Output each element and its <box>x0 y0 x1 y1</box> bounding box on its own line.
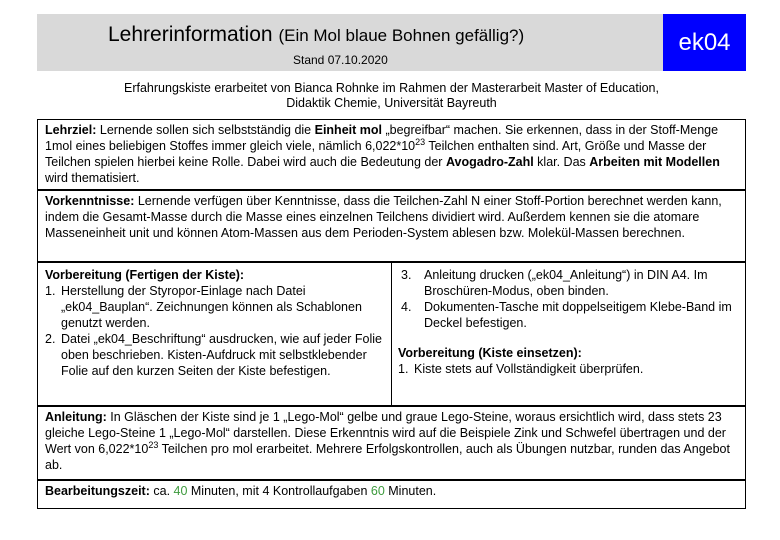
vorkenntnisse-label: Vorkenntnisse: <box>45 194 135 208</box>
list-item <box>45 283 390 331</box>
duration-value-40: 40 <box>173 484 188 498</box>
credits <box>37 81 746 111</box>
list-item <box>398 299 738 331</box>
list-item-text: Dokumenten-Tasche mit doppelseitigem Klebe-Band im Deckel befestigen. <box>424 300 732 330</box>
date-stamp: Stand 07.10.2020 <box>293 53 388 67</box>
list-item-text: Kiste stets auf Vollständigkeit überprüfen. <box>414 362 644 376</box>
list-item-number: 2. <box>45 332 56 346</box>
lernziel-text-2: „begreifbar“ machen. Sie erkennen, dass in der Stoff-Menge 1mol eines beliebigen Stoffes immer gleich viele, nämlich 6,022*10 <box>45 123 719 153</box>
bearbeitungszeit-text-2: Minuten, mit 4 Kontrollaufgaben <box>187 484 371 498</box>
column-divider <box>391 263 392 406</box>
lernziel-text-3: Teilchen enthalten sind. Art, Größe und Masse der Teilchen spielen hierbei keine Rolle. Dabei wird auch die Bedeutung der <box>45 139 707 169</box>
credits-line-1: Erfahrungskiste erarbeitet von Bianca Rohnke im Rahmen der Masterarbeit Master of Education, <box>124 81 659 95</box>
lernziel-section <box>37 119 746 190</box>
list-item <box>398 267 738 299</box>
page-title <box>108 23 524 47</box>
title-subtitle: (Ein Mol blaue Bohnen gefällig?) <box>278 26 525 45</box>
code-badge <box>663 14 746 71</box>
title-main: Lehrerinformation <box>108 23 273 46</box>
list-item-number: 3. <box>401 268 412 282</box>
list-item <box>45 331 390 379</box>
list-item-text: Anleitung drucken („ek04_Anleitung“) in DIN A4. Im Broschüren-Modus, oben binden. <box>424 268 708 298</box>
list-item-number: 1. <box>45 284 56 298</box>
lernziel-bold-3: Arbeiten mit Modellen <box>589 155 720 169</box>
list-item-number: 4. <box>401 300 412 314</box>
anleitung-label: Anleitung: <box>45 410 107 424</box>
list-item-text: Datei „ek04_Beschriftung“ ausdrucken, wie auf jeder Folie oben beschrieben. Kisten-Aufdruck mit selbstklebender Folie auf den kurzen Seiten der Kiste befestigen. <box>61 332 383 378</box>
bearbeitungszeit-section <box>37 480 746 509</box>
duration-value-60: 60 <box>370 484 385 498</box>
bearbeitungszeit-label: Bearbeitungszeit: <box>45 484 150 498</box>
vorbereitung-right-column <box>398 267 738 377</box>
anleitung-section <box>37 406 746 480</box>
bearbeitungszeit-text-3: Minuten. <box>384 484 437 498</box>
lernziel-exponent: 23 <box>415 136 426 147</box>
list-item-text: Herstellung der Styropor-Einlage nach Datei „ek04_Bauplan“. Zeichnungen können als Schablonen genutzt werden. <box>61 284 362 330</box>
lernziel-bold-1: Einheit mol <box>314 123 382 137</box>
anleitung-text-1: In Gläschen der Kiste sind je 1 „Lego-Mol“ gelbe und graue Lego-Steine, woraus ersichtlich wird, dass stets 23 gleiche Lego-Steine 1 „Lego-Mol“ darstellen. Diese Erkenntnis wird auf die Beispiele Zink und Schwefel übertragen und der Wert von 6,022*10 <box>45 410 726 456</box>
lernziel-text-5: wird thematisiert. <box>45 171 140 185</box>
lernziel-text-1: Lernende sollen sich selbstständig die <box>96 123 315 137</box>
vorbereitung-fertigen-column <box>45 267 390 379</box>
header-bar <box>37 14 663 71</box>
anleitung-exponent: 23 <box>148 439 159 450</box>
lernziel-text-4: klar. Das <box>533 155 590 169</box>
list-item <box>398 361 738 377</box>
spacer <box>398 331 738 345</box>
bearbeitungszeit-text-1: ca. <box>149 484 174 498</box>
vorbereitung-einsetzen-label: Vorbereitung (Kiste einsetzen): <box>398 346 582 360</box>
list-item-number: 1. <box>398 362 409 376</box>
code-label: ek04 <box>678 28 731 56</box>
lernziel-bold-2: Avogadro-Zahl <box>445 155 534 169</box>
vorbereitung-fertigen-label: Vorbereitung (Fertigen der Kiste): <box>45 268 245 282</box>
lernziel-label: Lehrziel: <box>45 123 97 137</box>
vorkenntnisse-text: Lernende verfügen über Kenntnisse, dass die Teilchen-Zahl N einer Stoff-Portion berechnet werden kann, indem die Gesamt-Masse durch die Masse eines einzelnen Teilchens dividiert wird. Außerdem kennen sie die atomare Masseneinheit unit und können Atom-Massen aus dem Perioden-System ablesen bzw. Molekül-Massen berechnen. <box>45 194 722 240</box>
anleitung-text-2: Teilchen pro mol erarbeitet. Mehrere Erfolgskontrollen, auch als Übungen nutzbar, runden das Angebot ab. <box>45 442 730 472</box>
credits-line-2: Didaktik Chemie, Universität Bayreuth <box>286 96 497 110</box>
vorbereitung-section <box>37 262 746 406</box>
vorkenntnisse-section <box>37 190 746 262</box>
